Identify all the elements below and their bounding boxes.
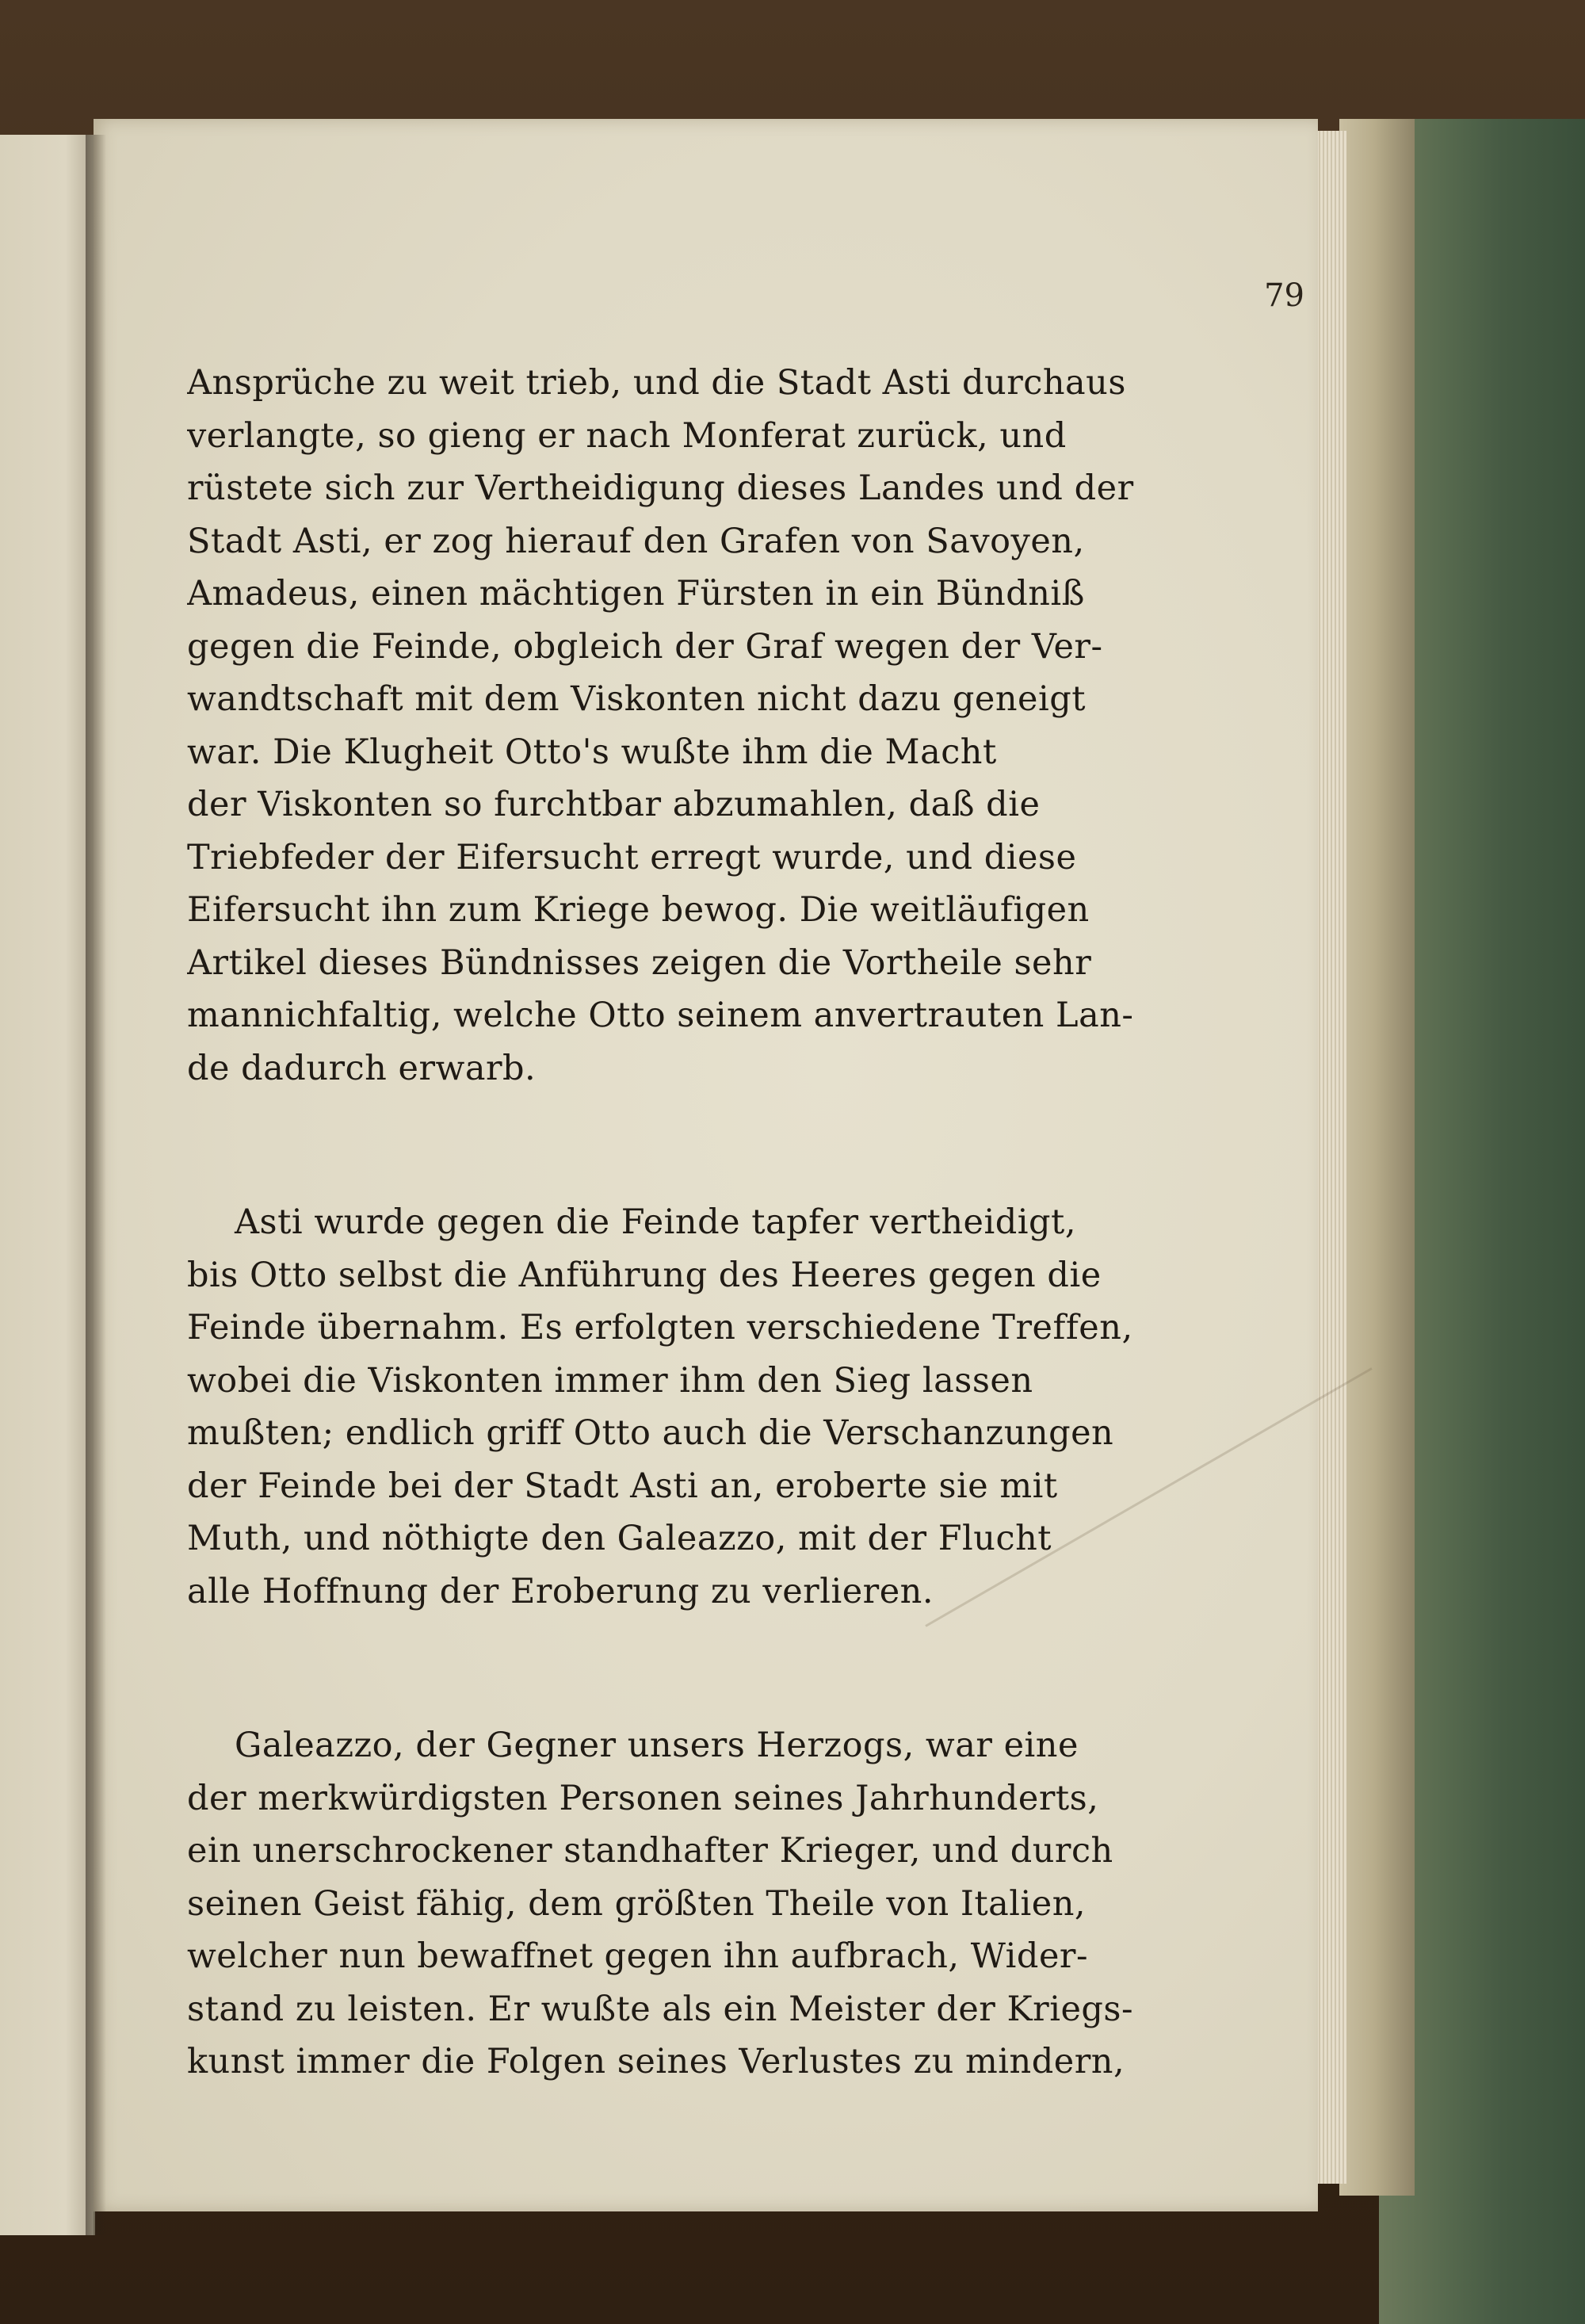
- text-line: bis Otto selbst die Anführung des Heeres gegen die: [187, 1255, 1102, 1295]
- cover-edge: [1339, 119, 1415, 2196]
- text-line: Artikel dieses Bündnisses zeigen die Vortheile sehr: [187, 942, 1092, 983]
- paragraph-spacer: [187, 1618, 1297, 1719]
- text-line: gegen die Feinde, obgleich der Graf wegen der Ver-: [187, 626, 1103, 667]
- text-line: Muth, und nöthigte den Galeazzo, mit der Flucht: [187, 1519, 1052, 1558]
- gutter-shadow: [86, 135, 106, 2235]
- text-line: rüstete sich zur Vertheidigung dieses Landes und der: [187, 468, 1134, 508]
- text-line: wobei die Viskonten immer ihm den Sieg lassen: [187, 1360, 1033, 1401]
- text-line: der merkwürdigsten Personen seines Jahrhunderts,: [187, 1778, 1099, 1818]
- text-line: alle Hoffnung der Eroberung zu verlieren.: [187, 1571, 934, 1611]
- paragraph-3: [187, 1719, 1297, 2089]
- paragraph-1: [187, 357, 1297, 1095]
- text-line: der Viskonten so furchtbar abzumahlen, daß die: [187, 785, 1041, 824]
- text-line: Eifersucht ihn zum Kriege bewog. Die weitläufigen: [187, 890, 1090, 930]
- text-line: Ansprüche zu weit trieb, und die Stadt Asti durchaus: [187, 363, 1126, 403]
- text-line: Feinde übernahm. Es erfolgten verschiedene Treffen,: [187, 1308, 1133, 1347]
- text-line: Stadt Asti, er zog hierauf den Grafen von Savoyen,: [187, 521, 1085, 561]
- page-number: 79: [1264, 277, 1304, 314]
- text-line: welcher nun bewaffnet gegen ihn aufbrach, Wider-: [187, 1936, 1088, 1976]
- book-page: [94, 119, 1318, 2211]
- text-line: Triebfeder der Eifersucht erregt wurde, und diese: [187, 837, 1077, 877]
- facing-page-left: [0, 135, 95, 2235]
- text-line: de dadurch erwarb.: [187, 1048, 537, 1088]
- text-line: der Feinde bei der Stadt Asti an, eroberte sie mit: [187, 1466, 1058, 1506]
- body-text: [187, 357, 1297, 2089]
- paragraph-spacer: [187, 1095, 1297, 1196]
- text-line: Asti wurde gegen die Feinde tapfer vertheidigt,: [235, 1202, 1076, 1242]
- text-line: mannichfaltig, welche Otto seinem anvertrauten Lan-: [187, 996, 1134, 1035]
- text-line: kunst immer die Folgen seines Verlustes zu mindern,: [187, 2042, 1125, 2081]
- text-line: seinen Geist fähig, dem größten Theile von Italien,: [187, 1883, 1087, 1924]
- text-line: Amadeus, einen mächtigen Fürsten in ein Bündniß: [187, 574, 1085, 613]
- text-line: verlangte, so gieng er nach Monferat zurück, und: [187, 415, 1067, 456]
- text-line: mußten; endlich griff Otto auch die Verschanzungen: [187, 1413, 1114, 1453]
- text-line: wandtschaft mit dem Viskonten nicht dazu geneigt: [187, 679, 1087, 719]
- text-line: war. Die Klugheit Otto's wußte ihm die Macht: [187, 732, 997, 772]
- text-line: stand zu leisten. Er wußte als ein Meister der Kriegs-: [187, 1989, 1134, 2029]
- text-line: Galeazzo, der Gegner unsers Herzogs, war eine: [235, 1726, 1079, 1765]
- text-line: ein unerschrockener standhafter Krieger, und durch: [187, 1831, 1113, 1871]
- paragraph-2: [187, 1196, 1297, 1618]
